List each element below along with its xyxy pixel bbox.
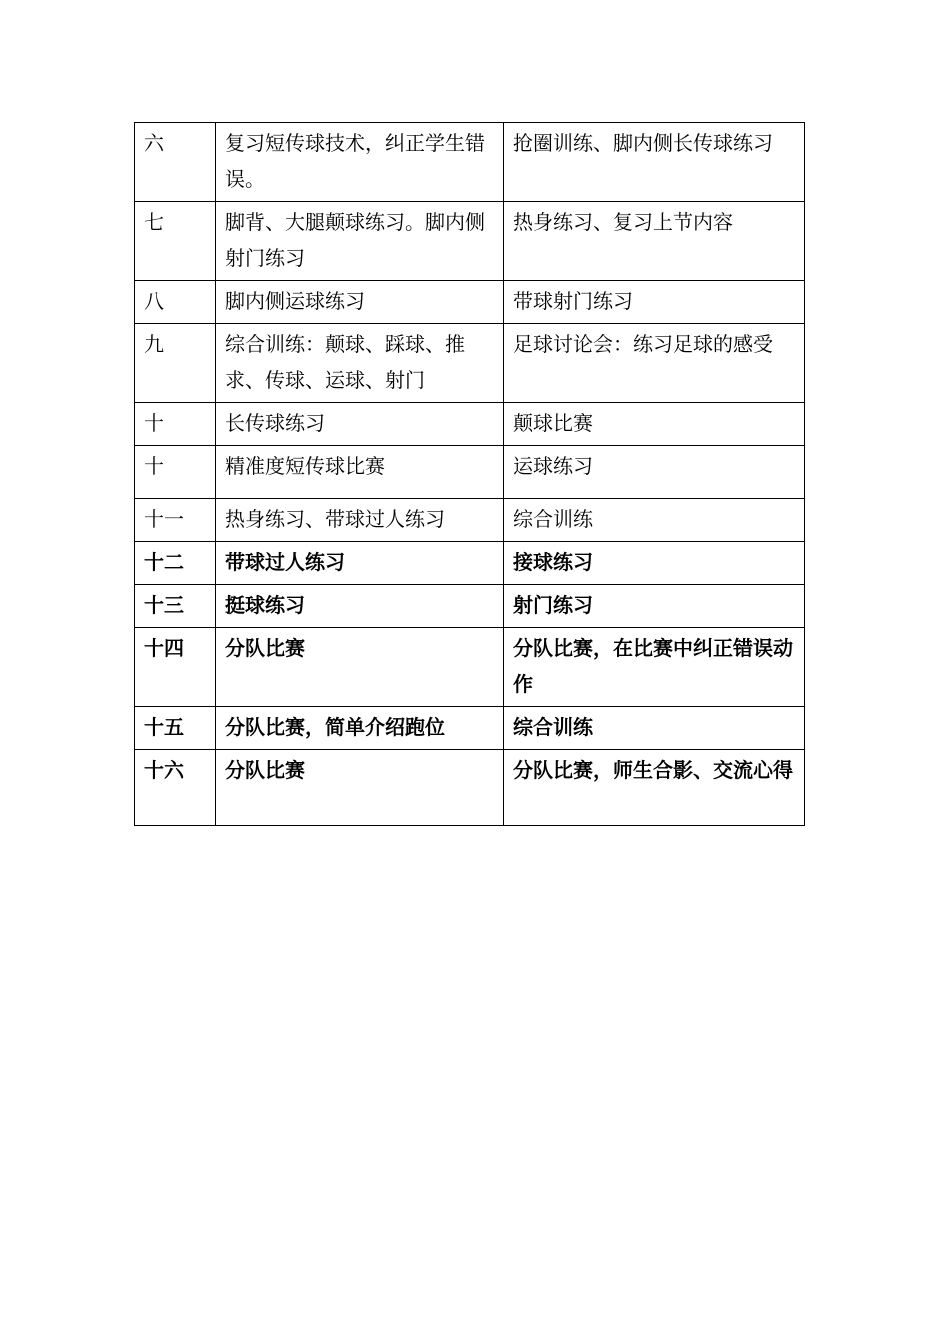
content-a-cell: 分队比赛 (216, 750, 504, 826)
content-b-cell: 接球练习 (504, 542, 805, 585)
content-b-cell: 运球练习 (504, 446, 805, 499)
content-b-cell: 带球射门练习 (504, 281, 805, 324)
week-cell: 十六 (135, 750, 216, 826)
content-a-cell: 复习短传球技术，纠正学生错误。 (216, 123, 504, 202)
content-b-cell: 分队比赛，在比赛中纠正错误动作 (504, 628, 805, 707)
week-cell: 十二 (135, 542, 216, 585)
week-cell: 十一 (135, 499, 216, 542)
content-b-cell: 综合训练 (504, 707, 805, 750)
table-row (135, 585, 805, 628)
content-b-cell: 射门练习 (504, 585, 805, 628)
training-schedule-table (134, 122, 805, 826)
week-cell: 十五 (135, 707, 216, 750)
table-row (135, 446, 805, 499)
week-cell: 十 (135, 403, 216, 446)
table-row (135, 542, 805, 585)
content-b-cell: 足球讨论会：练习足球的感受 (504, 324, 805, 403)
table-row (135, 202, 805, 281)
week-cell: 十四 (135, 628, 216, 707)
table-row (135, 403, 805, 446)
content-a-cell: 综合训练：颠球、踩球、推求、传球、运球、射门 (216, 324, 504, 403)
table-row (135, 750, 805, 826)
content-a-cell: 带球过人练习 (216, 542, 504, 585)
week-cell: 八 (135, 281, 216, 324)
week-cell: 六 (135, 123, 216, 202)
content-b-cell: 热身练习、复习上节内容 (504, 202, 805, 281)
content-b-cell: 分队比赛，师生合影、交流心得 (504, 750, 805, 826)
week-cell: 十 (135, 446, 216, 499)
table-row (135, 707, 805, 750)
content-a-cell: 脚背、大腿颠球练习。脚内侧射门练习 (216, 202, 504, 281)
content-b-cell: 抢圈训练、脚内侧长传球练习 (504, 123, 805, 202)
week-cell: 九 (135, 324, 216, 403)
table-row (135, 324, 805, 403)
week-cell: 十三 (135, 585, 216, 628)
content-a-cell: 精准度短传球比赛 (216, 446, 504, 499)
table-row (135, 628, 805, 707)
content-a-cell: 挺球练习 (216, 585, 504, 628)
week-cell: 七 (135, 202, 216, 281)
table-row (135, 123, 805, 202)
content-a-cell: 脚内侧运球练习 (216, 281, 504, 324)
table-row (135, 281, 805, 324)
table-row (135, 499, 805, 542)
content-a-cell: 长传球练习 (216, 403, 504, 446)
content-b-cell: 综合训练 (504, 499, 805, 542)
content-a-cell: 分队比赛，简单介绍跑位 (216, 707, 504, 750)
content-b-cell: 颠球比赛 (504, 403, 805, 446)
content-a-cell: 热身练习、带球过人练习 (216, 499, 504, 542)
content-a-cell: 分队比赛 (216, 628, 504, 707)
